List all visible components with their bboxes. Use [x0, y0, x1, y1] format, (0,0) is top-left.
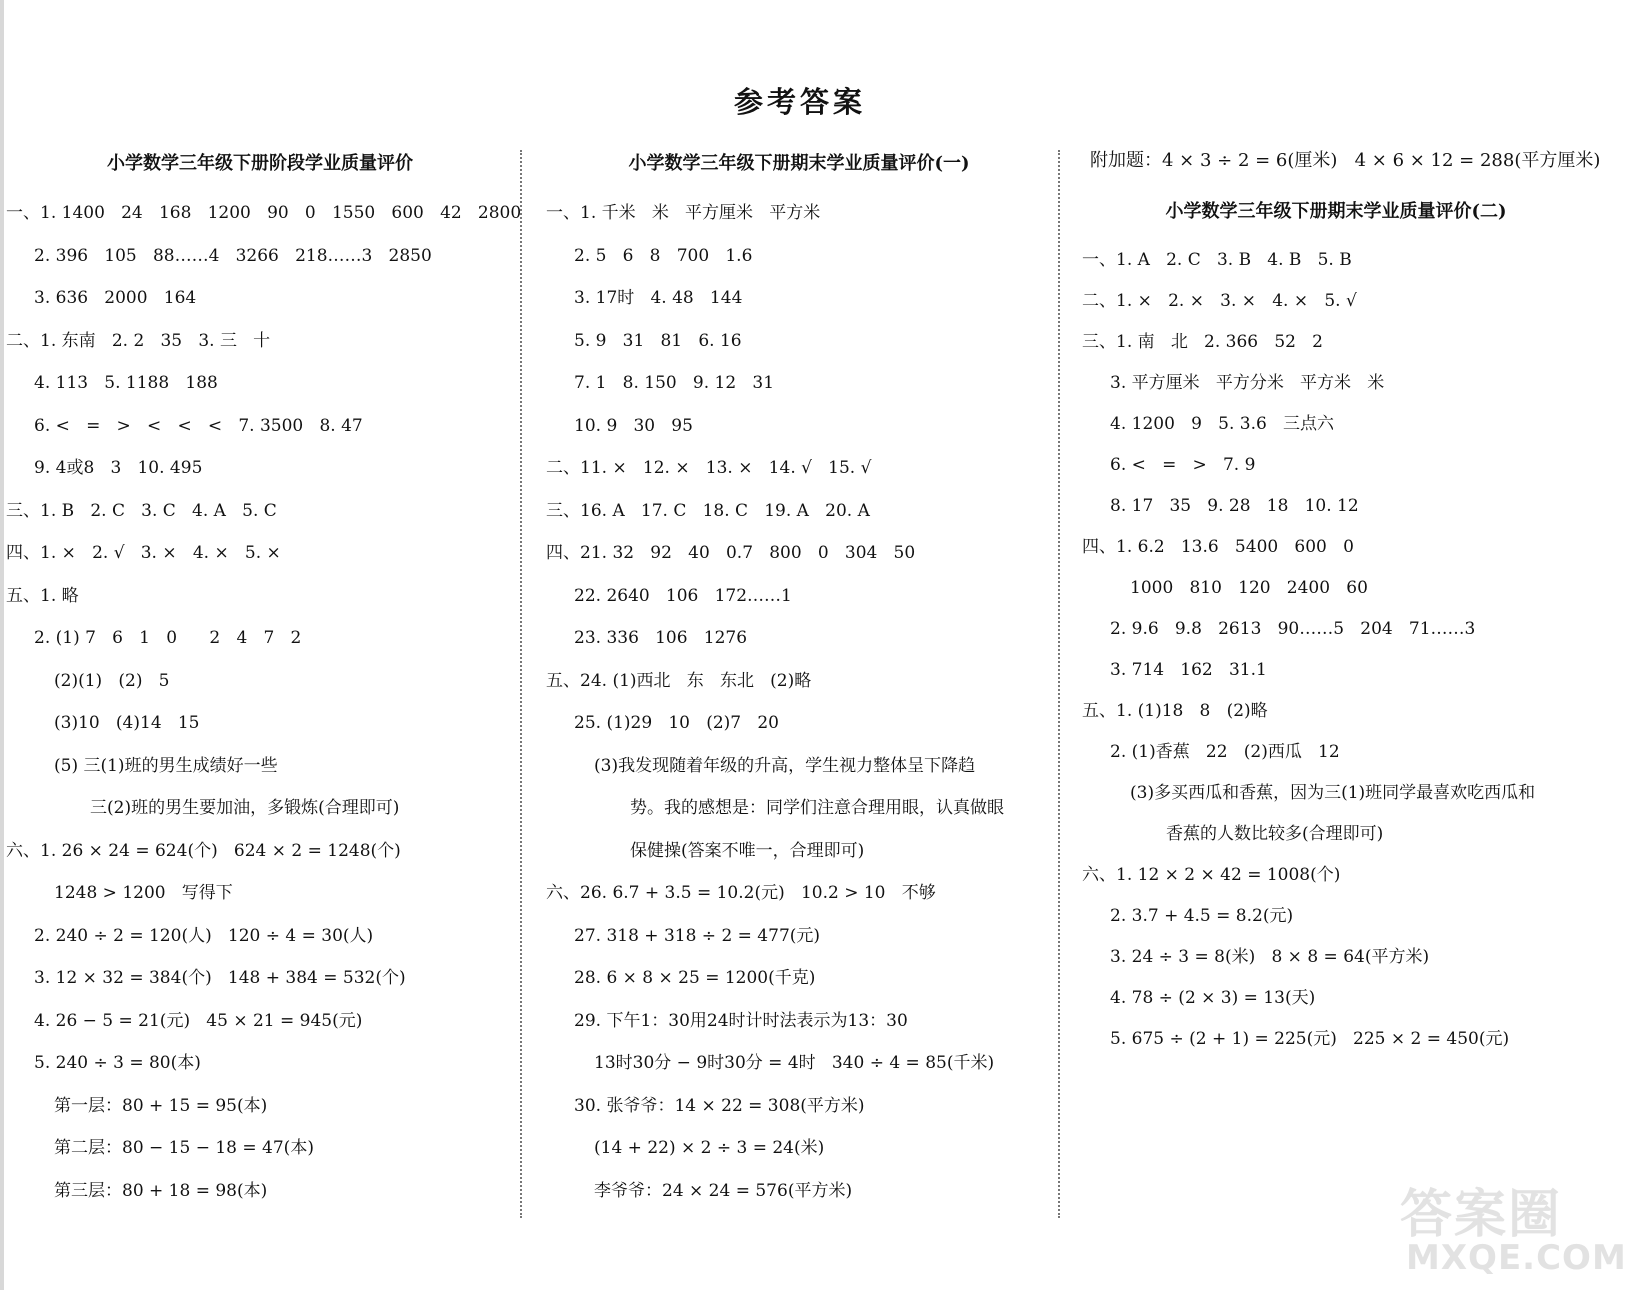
answer-column-final-evaluation-2 — [1082, 190, 1590, 1060]
answer-line: 2. (1)香蕉 22 (2)西瓜 12 — [1110, 742, 1340, 762]
watermark-url: MXQE.COM — [1406, 1238, 1627, 1278]
answer-line: 三、1. B 2. C 3. C 4. A 5. C — [6, 500, 277, 521]
column-divider-2 — [1058, 150, 1060, 1218]
answer-line: 三、16. A 17. C 18. C 19. A 20. A — [546, 500, 870, 521]
answer-line: 4. 26 − 5 = 21(元) 45 × 21 = 945(元) — [34, 1010, 363, 1031]
site-watermark — [1400, 1172, 1627, 1282]
answer-line: 3. 17时 4. 48 144 — [574, 288, 743, 308]
answer-line: 2. (1) 7 6 1 0 2 4 7 2 — [34, 628, 302, 648]
answer-line: 3. 636 2000 164 — [34, 288, 197, 308]
column-heading: 小学数学三年级下册期末学业质量评价(二) — [1165, 201, 1507, 222]
answer-line: 李爷爷：24 × 24 = 576(平方米) — [594, 1180, 853, 1201]
watermark-logo-text: 答案圈 — [1400, 1185, 1563, 1245]
answer-line: 4. 113 5. 1188 188 — [34, 373, 218, 393]
answer-line: 10. 9 30 95 — [574, 415, 693, 436]
answer-line: 22. 2640 106 172……1 — [574, 585, 792, 606]
answer-line: 第一层：80 + 15 = 95(本) — [54, 1095, 268, 1116]
answer-line: 2. 240 ÷ 2 = 120(人) 120 ÷ 4 = 30(人) — [34, 925, 374, 946]
answer-line: 4. 1200 9 5. 3.6 三点六 — [1110, 414, 1334, 434]
answer-line: 五、24. (1)西北 东 东北 (2)略 — [546, 670, 812, 691]
answer-line: 四、21. 32 92 40 0.7 800 0 304 50 — [546, 543, 916, 563]
answer-line: 香蕉的人数比较多(合理即可) — [1166, 824, 1384, 844]
answer-line: 二、1. 东南 2. 2 35 3. 三 十 — [6, 330, 271, 351]
answer-line: 三(2)班的男生要加油，多锻炼(合理即可) — [90, 798, 400, 818]
answer-line: 7. 1 8. 150 9. 12 31 — [574, 373, 775, 393]
answer-line: 势。我的感想是：同学们注意合理用眼，认真做眼 — [630, 798, 1004, 818]
answer-line: 27. 318 + 318 ÷ 2 = 477(元) — [574, 925, 821, 946]
answer-line: 六、1. 26 × 24 = 624(个) 624 × 2 = 1248(个) — [6, 840, 401, 861]
answer-line: 四、1. 6.2 13.6 5400 600 0 — [1082, 537, 1354, 557]
answer-line: (14 + 22) × 2 ÷ 3 = 24(米) — [594, 1138, 825, 1158]
answer-line: 30. 张爷爷：14 × 22 = 308(平方米) — [574, 1095, 865, 1116]
answer-line: 3. 24 ÷ 3 = 8(米) 8 × 8 = 64(平方米) — [1110, 947, 1430, 967]
answer-line: 1000 810 120 2400 60 — [1130, 578, 1368, 598]
answer-line: 六、1. 12 × 2 × 42 = 1008(个) — [1082, 865, 1341, 885]
answer-line: 5. 240 ÷ 3 = 80(本) — [34, 1053, 201, 1073]
answer-line: 3. 714 162 31.1 — [1110, 660, 1267, 680]
answer-line: 3. 12 × 32 = 384(个) 148 + 384 = 532(个) — [34, 968, 406, 988]
bonus-question-answer: 附加题：4 × 3 ÷ 2 = 6(厘米) 4 × 6 × 12 = 288(平方厘米) — [1090, 150, 1601, 171]
answer-line: 5. 9 31 81 6. 16 — [574, 330, 742, 351]
answer-line: 28. 6 × 8 × 25 = 1200(千克) — [574, 968, 816, 988]
answer-line: (5) 三(1)班的男生成绩好一些 — [54, 755, 278, 776]
answer-line: 3. 平方厘米 平方分米 平方米 米 — [1110, 373, 1385, 393]
answer-line: 25. (1)29 10 (2)7 20 — [574, 713, 779, 733]
answer-line: 2. 3.7 + 4.5 = 8.2(元) — [1110, 906, 1294, 926]
answer-line: 二、11. × 12. × 13. × 14. √ 15. √ — [546, 458, 872, 478]
answer-line: 29. 下午1：30用24时计时法表示为13：30 — [574, 1010, 908, 1031]
answer-line: 五、1. (1)18 8 (2)略 — [1082, 701, 1268, 721]
column-heading: 小学数学三年级下册期末学业质量评价(一) — [628, 153, 970, 174]
answer-line: (3)10 (4)14 15 — [54, 713, 200, 733]
page-edge-shadow — [0, 0, 4, 1290]
answer-line: 5. 675 ÷ (2 + 1) = 225(元) 225 × 2 = 450(元) — [1110, 1029, 1510, 1049]
answer-line: (2)(1) (2) 5 — [54, 670, 170, 691]
answer-line: 二、1. × 2. × 3. × 4. × 5. √ — [1082, 291, 1357, 311]
answer-line: 第三层：80 + 18 = 98(本) — [54, 1180, 268, 1201]
answer-column-final-evaluation-1 — [546, 140, 1052, 1212]
answer-line: 9. 4或8 3 10. 495 — [34, 458, 203, 478]
answer-line: 8. 17 35 9. 28 18 10. 12 — [1110, 496, 1359, 516]
answer-line: (3)我发现随着年级的升高，学生视力整体呈下降趋 — [594, 755, 976, 776]
answer-line: 六、26. 6.7 + 3.5 = 10.2(元) 10.2 > 10 不够 — [546, 883, 936, 903]
answer-column-stage-evaluation — [6, 140, 522, 1212]
answer-line: 2. 9.6 9.8 2613 90……5 204 71……3 — [1110, 619, 1476, 639]
answer-line: (3)多买西瓜和香蕉，因为三(1)班同学最喜欢吃西瓜和 — [1130, 783, 1536, 803]
answer-line: 4. 78 ÷ (2 × 3) = 13(天) — [1110, 988, 1316, 1008]
answer-line: 一、1. 1400 24 168 1200 90 0 1550 600 42 2800 — [6, 203, 522, 223]
answer-line: 23. 336 106 1276 — [574, 628, 748, 648]
answer-line: 保健操(答案不唯一，合理即可) — [630, 840, 865, 861]
answer-line: 2. 396 105 88……4 3266 218……3 2850 — [34, 245, 432, 266]
page-title: 参考答案 — [733, 85, 866, 119]
answer-line: 2. 5 6 8 700 1.6 — [574, 245, 753, 266]
answer-line: 五、1. 略 — [6, 585, 79, 606]
answer-line: 第二层：80 − 15 − 18 = 47(本) — [54, 1138, 314, 1158]
answer-line: 一、1. A 2. C 3. B 4. B 5. B — [1082, 250, 1352, 270]
answer-line: 13时30分 − 9时30分 = 4时 340 ÷ 4 = 85(千米) — [594, 1053, 995, 1073]
answer-line: 四、1. × 2. √ 3. × 4. × 5. × — [6, 543, 281, 563]
answer-line: 6. < = > 7. 9 — [1110, 455, 1256, 475]
answer-line: 一、1. 千米 米 平方厘米 平方米 — [546, 203, 821, 223]
answer-line: 1248 > 1200 写得下 — [54, 883, 233, 903]
column-heading: 小学数学三年级下册阶段学业质量评价 — [107, 153, 413, 174]
column-divider-1 — [520, 150, 522, 1218]
answer-line: 三、1. 南 北 2. 366 52 2 — [1082, 332, 1323, 352]
answer-line: 6. < = > < < < 7. 3500 8. 47 — [34, 415, 363, 436]
